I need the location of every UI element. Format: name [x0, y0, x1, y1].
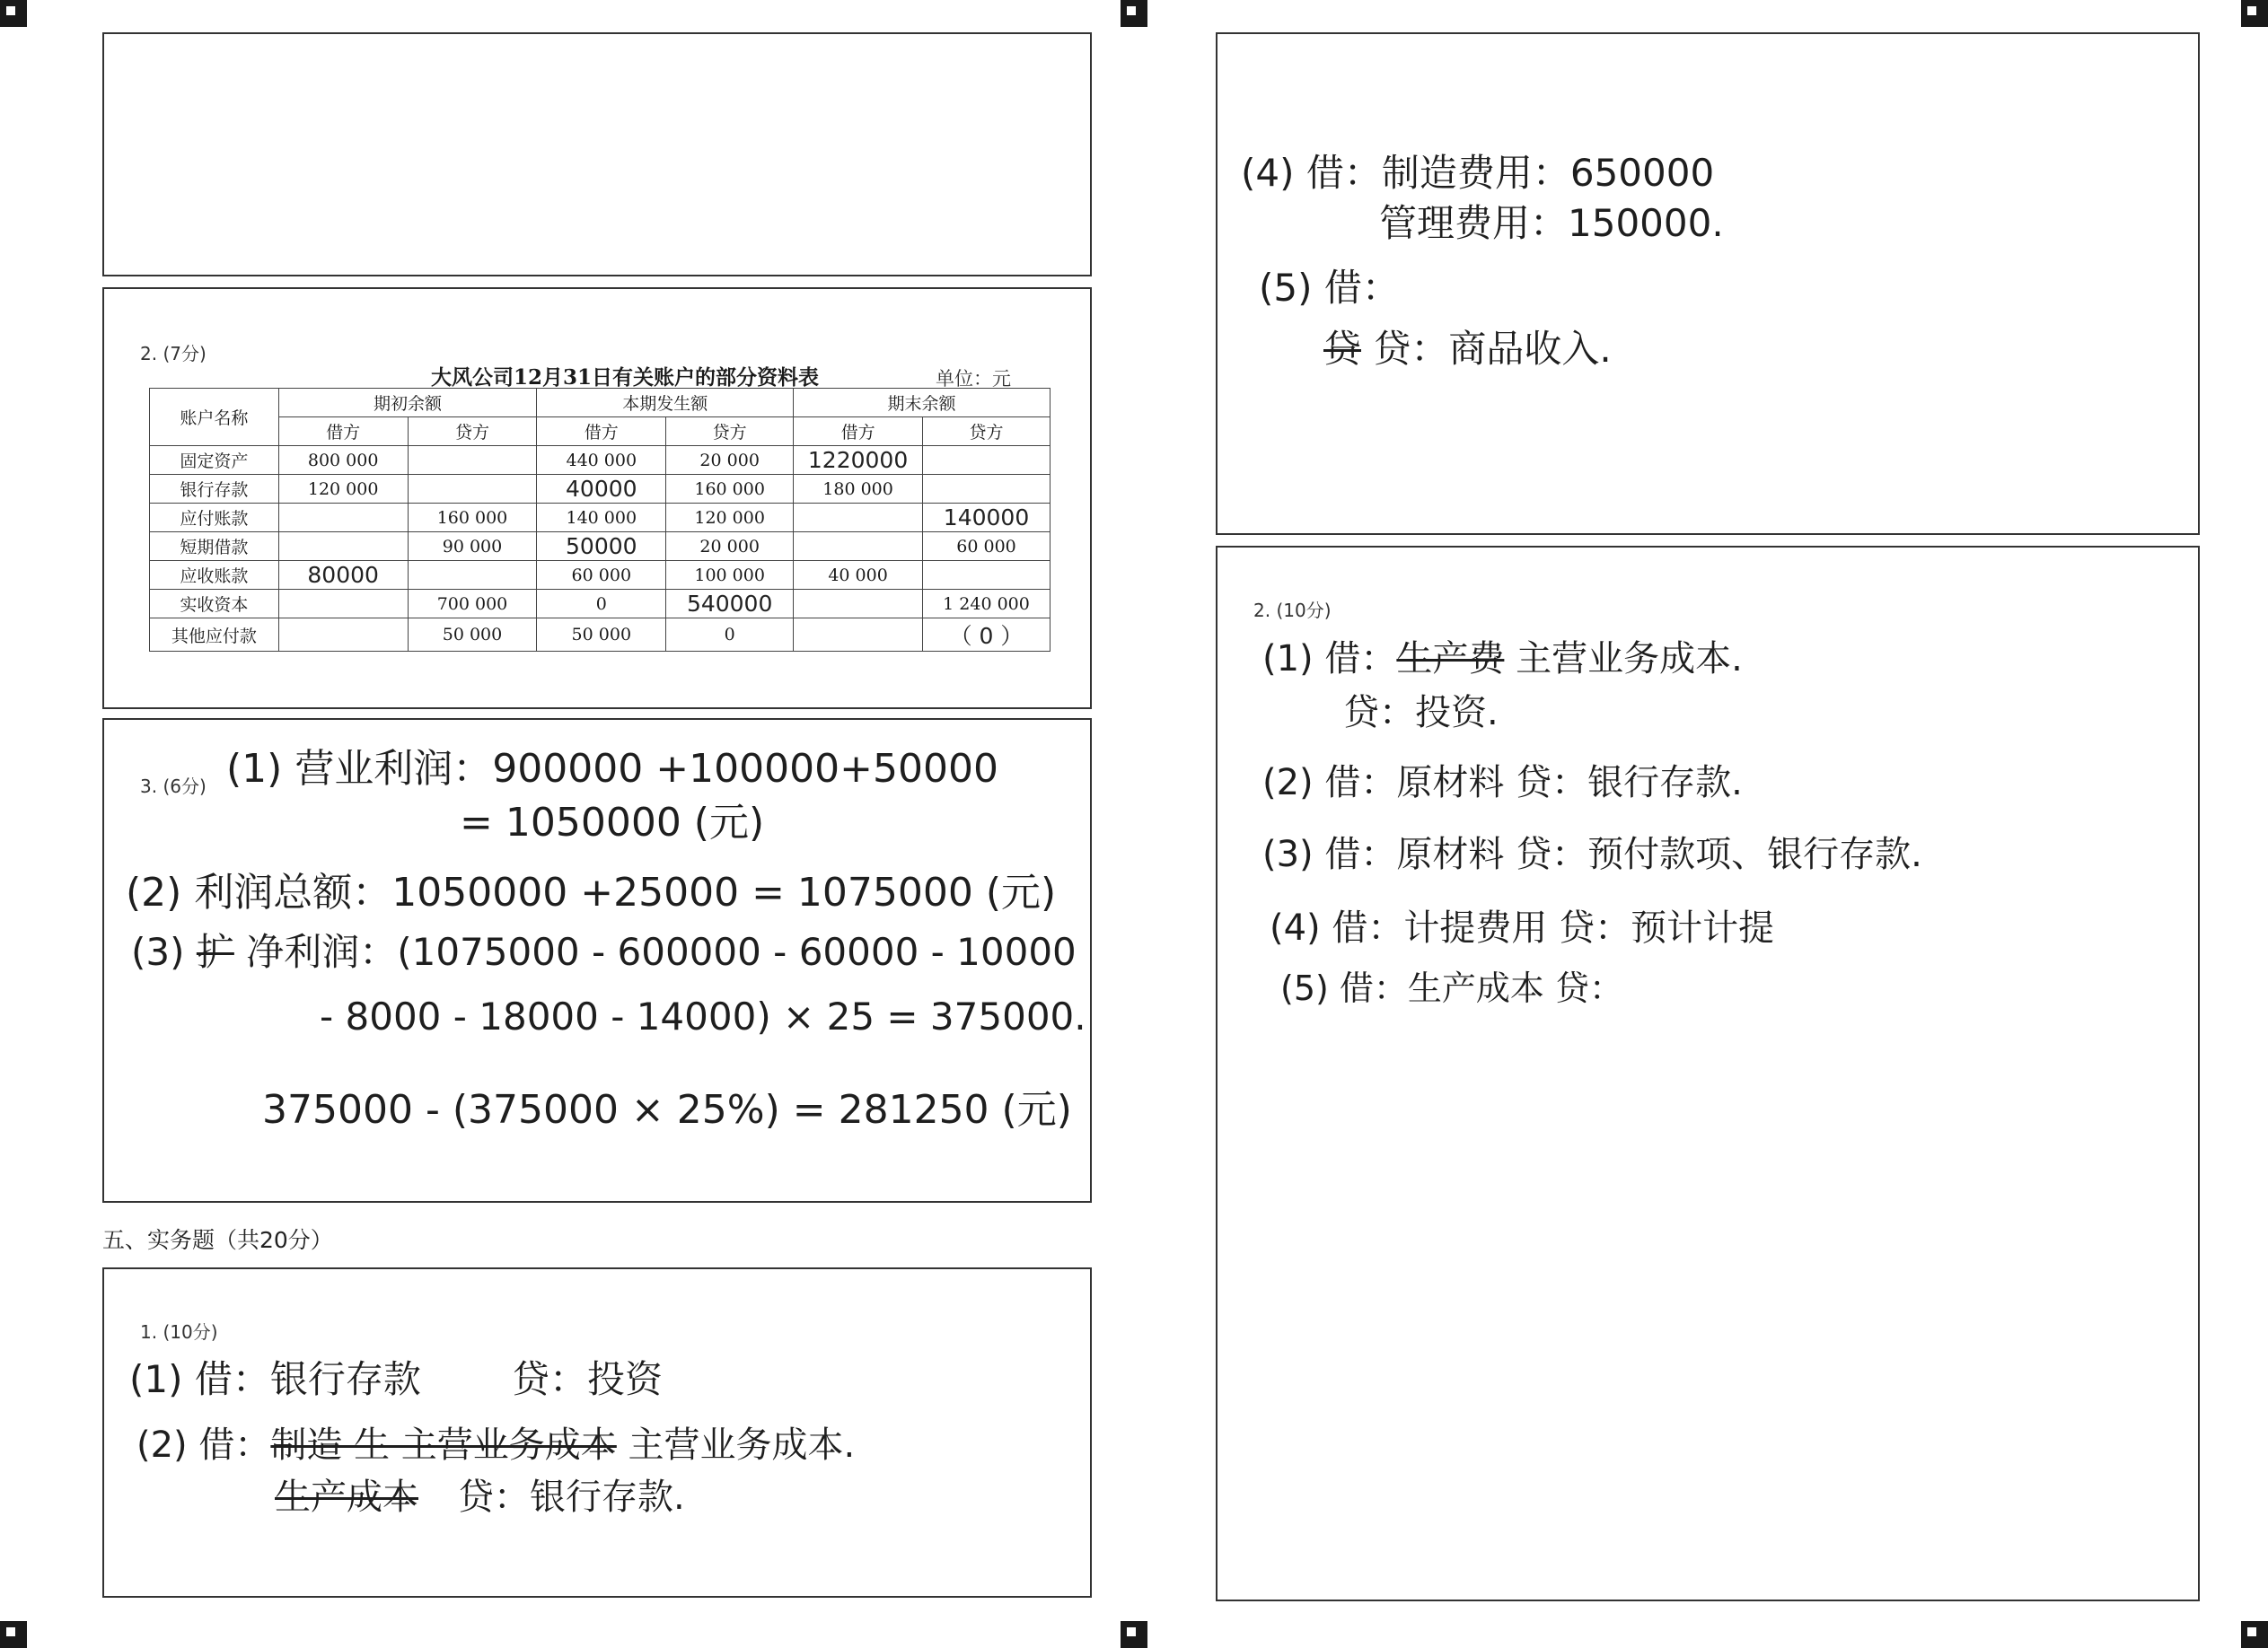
handwritten-cell: 50000: [537, 532, 666, 561]
table-cell: 20 000: [666, 532, 794, 561]
table-cell: 20 000: [666, 446, 794, 475]
subheader-credit: 贷方: [408, 417, 537, 446]
handwritten-cell: 140000: [923, 504, 1050, 532]
handwritten-line: (5) 借：: [1259, 266, 1400, 310]
table-cell: 700 000: [408, 590, 537, 618]
registration-marker-top-right: [2241, 0, 2268, 27]
table-cell: 0: [537, 590, 666, 618]
table-cell: [923, 446, 1050, 475]
table-cell: [408, 561, 537, 590]
header-closing-balance: 期末余额: [794, 389, 1050, 417]
table-cell: 100 000: [666, 561, 794, 590]
handwritten-line: (4) 借：制造费用：650000: [1241, 151, 1715, 195]
table-cell: [923, 561, 1050, 590]
handwritten-line: 贷：投资: [512, 1357, 664, 1401]
table-unit: 单位：元: [936, 368, 1011, 390]
handwritten-line: [1262, 630, 1743, 681]
handwritten-cell: 80000: [278, 561, 408, 590]
handwritten-line: 375000 - (375000 × 25%) = 281250 (元): [262, 1087, 1072, 1133]
table-cell: [794, 618, 923, 652]
account-name: 其他应付款: [150, 618, 279, 652]
subheader-debit: 借方: [794, 417, 923, 446]
subheader-credit: 贷方: [666, 417, 794, 446]
table-cell: [408, 475, 537, 504]
handwritten-line: (4) 借：计提费用 贷：预计计提: [1270, 907, 1775, 949]
header-opening-balance: 期初余额: [278, 389, 537, 417]
table-cell: 50 000: [408, 618, 537, 652]
question-5-1-answer-box: [102, 1267, 1092, 1598]
handwritten-cell: （ 0 ）: [923, 618, 1050, 652]
header-account-name: 账户名称: [150, 389, 279, 446]
registration-marker-bottom-center: [1121, 1621, 1147, 1648]
account-name: 短期借款: [150, 532, 279, 561]
table-cell: 40 000: [794, 561, 923, 590]
question-2-table-box: [102, 287, 1092, 709]
section-five-heading: 五、实务题（共20分）: [102, 1227, 333, 1253]
struck-text: 贷: [1323, 327, 1362, 371]
table-cell: [923, 475, 1050, 504]
registration-marker-top-left: [0, 0, 27, 27]
table-cell: 0: [666, 618, 794, 652]
table-row: [150, 504, 1050, 532]
subheader-debit: 借方: [278, 417, 408, 446]
line-text: 贷：商品收入.: [1361, 327, 1612, 371]
line-prefix: (3): [131, 930, 197, 974]
handwritten-line: = 1050000 (元): [460, 800, 765, 846]
table-cell: 160 000: [408, 504, 537, 532]
registration-marker-bottom-left: [0, 1621, 27, 1648]
handwritten-line: 贷：投资.: [1343, 692, 1499, 733]
table-row: [150, 532, 1050, 561]
line-text: 净利润：(1075000 - 600000 - 60000 - 10000: [233, 930, 1077, 974]
table-cell: 440 000: [537, 446, 666, 475]
handwritten-line: - 8000 - 18000 - 14000) × 25 = 375000.: [320, 995, 1086, 1039]
handwritten-line: (2) 利润总额：1050000 +25000 = 1075000 (元): [126, 870, 1057, 916]
table-cell: [278, 618, 408, 652]
handwritten-line: (1) 借：银行存款: [129, 1357, 421, 1401]
handwritten-line: (2) 借：原材料 贷：银行存款.: [1262, 762, 1743, 803]
line-prefix: (1) 借：: [1262, 638, 1397, 679]
answer-box-empty: [102, 32, 1092, 276]
table-cell: 120 000: [278, 475, 408, 504]
account-table: [149, 388, 1050, 652]
table-cell: 120 000: [666, 504, 794, 532]
struck-text: 扩: [196, 930, 234, 974]
handwritten-line: (3) 借：原材料 贷：预付款项、银行存款.: [1262, 834, 1922, 875]
table-row: [150, 475, 1050, 504]
handwritten-line: (1) 营业利润：900000 +100000+50000: [226, 746, 998, 792]
handwritten-line: 管理费用：150000.: [1379, 201, 1724, 245]
table-title: 大风公司12月31日有关账户的部分资料表: [431, 365, 820, 390]
table-cell: 50 000: [537, 618, 666, 652]
question-3-label: 3. (6分): [140, 776, 207, 797]
header-period-amount: 本期发生额: [537, 389, 794, 417]
subheader-credit: 贷方: [923, 417, 1050, 446]
handwritten-cell: 40000: [537, 475, 666, 504]
account-name: 银行存款: [150, 475, 279, 504]
struck-text: 生产费: [1396, 638, 1505, 679]
right-top-answer-box: [1216, 32, 2200, 535]
line-text: 主营业务成本.: [616, 1424, 856, 1466]
right-question-2-answer-box: [1216, 546, 2200, 1601]
table-cell: [794, 590, 923, 618]
table-cell: 60 000: [537, 561, 666, 590]
table-row: [150, 590, 1050, 618]
table-row: [150, 561, 1050, 590]
question-2-label: 2. (7分): [140, 343, 207, 364]
handwritten-line: [275, 1468, 685, 1520]
table-cell: 1 240 000: [923, 590, 1050, 618]
table-cell: [794, 532, 923, 561]
handwritten-line: (5) 借：生产成本 贷：: [1280, 969, 1623, 1008]
account-name: 应付账款: [150, 504, 279, 532]
handwritten-cell: 540000: [666, 590, 794, 618]
question-3-answer-box: [102, 718, 1092, 1203]
table-cell: [278, 504, 408, 532]
table-cell: 60 000: [923, 532, 1050, 561]
account-name: 应收账款: [150, 561, 279, 590]
table-cell: [408, 446, 537, 475]
struck-text: 生产成本: [275, 1477, 418, 1518]
account-name: 实收资本: [150, 590, 279, 618]
table-cell: 140 000: [537, 504, 666, 532]
table-cell: [278, 532, 408, 561]
table-cell: 90 000: [408, 532, 537, 561]
registration-marker-bottom-right: [2241, 1621, 2268, 1648]
table-cell: 160 000: [666, 475, 794, 504]
account-name: 固定资产: [150, 446, 279, 475]
table-cell: [794, 504, 923, 532]
table-row: [150, 618, 1050, 652]
table-cell: 800 000: [278, 446, 408, 475]
question-5-1-label: 1. (10分): [140, 1321, 218, 1343]
table-cell: 180 000: [794, 475, 923, 504]
struck-text: 制造 生 主营业务成本: [270, 1424, 617, 1466]
right-question-2-label: 2. (10分): [1253, 600, 1332, 621]
handwritten-line: [1323, 320, 1612, 373]
registration-marker-top-center: [1121, 0, 1147, 27]
table-row: [150, 446, 1050, 475]
handwritten-line: [131, 923, 1077, 977]
handwritten-cell: 1220000: [794, 446, 923, 475]
subheader-debit: 借方: [537, 417, 666, 446]
table-cell: [278, 590, 408, 618]
line-text: 贷：银行存款.: [458, 1477, 685, 1518]
line-prefix: (2) 借：: [136, 1424, 271, 1466]
handwritten-line: [136, 1416, 855, 1468]
line-text: 主营业务成本.: [1504, 638, 1743, 679]
